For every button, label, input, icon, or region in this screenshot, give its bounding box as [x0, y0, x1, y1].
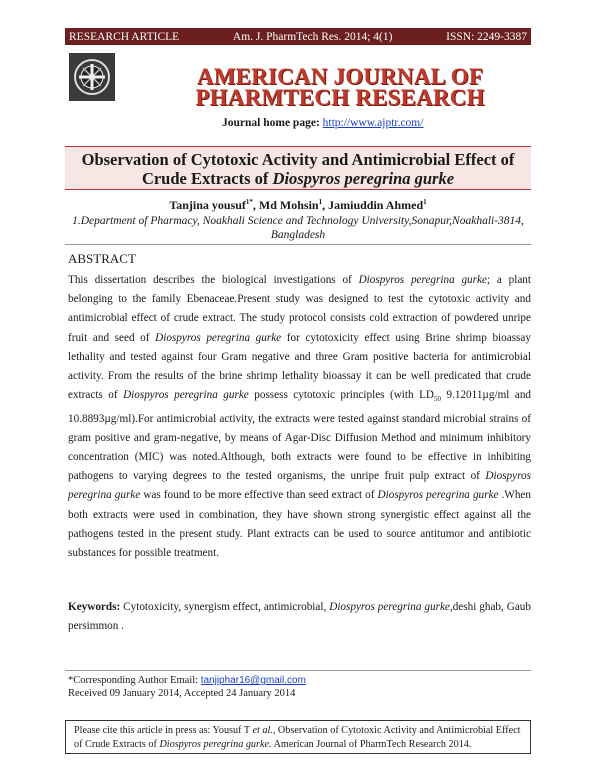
title-line2	[65, 169, 531, 188]
footer-divider	[65, 670, 531, 671]
homepage-link[interactable]: http://www.ajptr.com/	[322, 117, 424, 129]
title-line1: Observation of Cytotoxic Activity and Antimicrobial Effect of	[81, 150, 515, 169]
keywords	[68, 598, 531, 636]
citation-text: Please cite this article in press as: Yousuf T	[74, 725, 253, 736]
author-1-affil: 1*	[245, 198, 253, 206]
journal-logo-icon	[68, 52, 116, 102]
ld-subscript: 50	[434, 395, 441, 404]
author-email-link[interactable]: tanjiphar16@gmail.com	[200, 675, 306, 686]
abstract-text: This dissertation describes the biological investigations of	[68, 274, 359, 286]
homepage-label: Journal home page:	[222, 117, 320, 129]
title-line2-prefix: Crude Extracts of	[141, 169, 273, 188]
citation-text: , Observation of Cytotoxic Activity and Antimicrobial Effect of Crude Extracts of	[74, 725, 521, 750]
journal-name-line2: PHARMTECH RESEARCH	[195, 85, 485, 110]
journal-name-line1: AMERICAN JOURNAL OF	[196, 64, 484, 89]
author-separator: ,	[252, 198, 259, 212]
citation-box	[65, 720, 531, 754]
journal-homepage	[222, 117, 423, 129]
author-2-affil: 1	[318, 198, 323, 206]
issn: ISSN: 2249-3387	[446, 30, 527, 43]
abstract-text: was found to be more effective than seed extract of	[140, 489, 378, 502]
divider	[65, 244, 531, 245]
keywords-text: Cytotoxicity, synergism effect, antimicrobial,	[120, 601, 330, 613]
author-separator: ,	[322, 198, 329, 212]
abstract-text: .When both extracts were used in combination, they have shown strong synergistic effect against all the pathogens tested in the present study. Plant extracts can be used to source antitumor and antibiotic substances for possible treatment.	[68, 489, 531, 560]
affiliation: 1.Department of Pharmacy, Noakhali Science and Technology University,Sonapur,Noakhali-3814, Bangladesh	[72, 215, 524, 241]
keywords-text: ,deshi ghab, Gaub persimmon .	[68, 601, 531, 632]
corresp-label: *Corresponding Author Email:	[68, 675, 201, 686]
author-1: Tanjina yousuf	[169, 198, 246, 212]
journal-name	[150, 66, 530, 108]
species-name: Diospyros peregrina gurke.	[159, 739, 272, 750]
species-name: Diospyros peregrina gurke	[68, 470, 531, 502]
running-header	[65, 28, 531, 45]
author-3-affil: 1	[423, 198, 427, 206]
author-list	[65, 198, 531, 213]
received-dates: Received 09 January 2014, Accepted 24 January 2014	[68, 688, 296, 699]
citation-etal: et al.	[252, 725, 273, 736]
keywords-label: Keywords:	[68, 601, 121, 613]
abstract-body	[68, 271, 531, 563]
species-name: Diospyros peregrina gurke	[123, 389, 249, 402]
correspondence	[68, 674, 306, 700]
abstract-text: for cytotoxicity effect using Brine shrimp bioassay lethality and tested against four Gram negative and three Gram positive bacteria for antimicrobial activity. From the results of the brine shrimp lethality bioassay it can be well predicated that crude extracts of	[68, 331, 531, 402]
title-species: Diospyros peregrina gurke	[272, 169, 455, 188]
species-name: Diospyros peregrina gurke	[377, 489, 499, 502]
paper-title	[65, 146, 531, 190]
abstract-text: possess cytotoxic principles (with LD	[248, 389, 434, 402]
journal-citation: Am. J. PharmTech Res. 2014; 4(1)	[232, 30, 393, 43]
species-name: Diospyros peregrina gurke	[155, 331, 282, 344]
species-name: Diospyros peregrina gurke	[358, 274, 487, 286]
author-2: Md Mohsin	[258, 198, 319, 212]
species-name: Diospyros peregrina gurke	[329, 601, 450, 613]
citation-text: American Journal of PharmTech Research 2014.	[271, 739, 472, 750]
article-type: RESEARCH ARTICLE	[69, 30, 180, 43]
abstract-heading: ABSTRACT	[68, 251, 136, 266]
author-3: Jamiuddin Ahmed	[328, 198, 424, 212]
abstract-text: ; a plant belonging to the family Ebenaceae.Present study was designed to test the cytotoxic activity and antimicrobial effect of crude extract. The study protocol consists cold extraction of powdered unripe fruit and seed of	[68, 274, 531, 344]
abstract-text: 9.12011µg/ml and 10.8893µg/ml).For antimicrobial activity, the extracts were tested against standard microbial strains of gram positive and gram-negative, by means of Agar-Disc Diffusion Method and minimum inhibitory concentration (MIC) was noted.Although, both extracts were found to be effective in inhibiting pathogens to varying degrees to the tested organisms, the unripe fruit pulp extract of	[68, 389, 532, 483]
